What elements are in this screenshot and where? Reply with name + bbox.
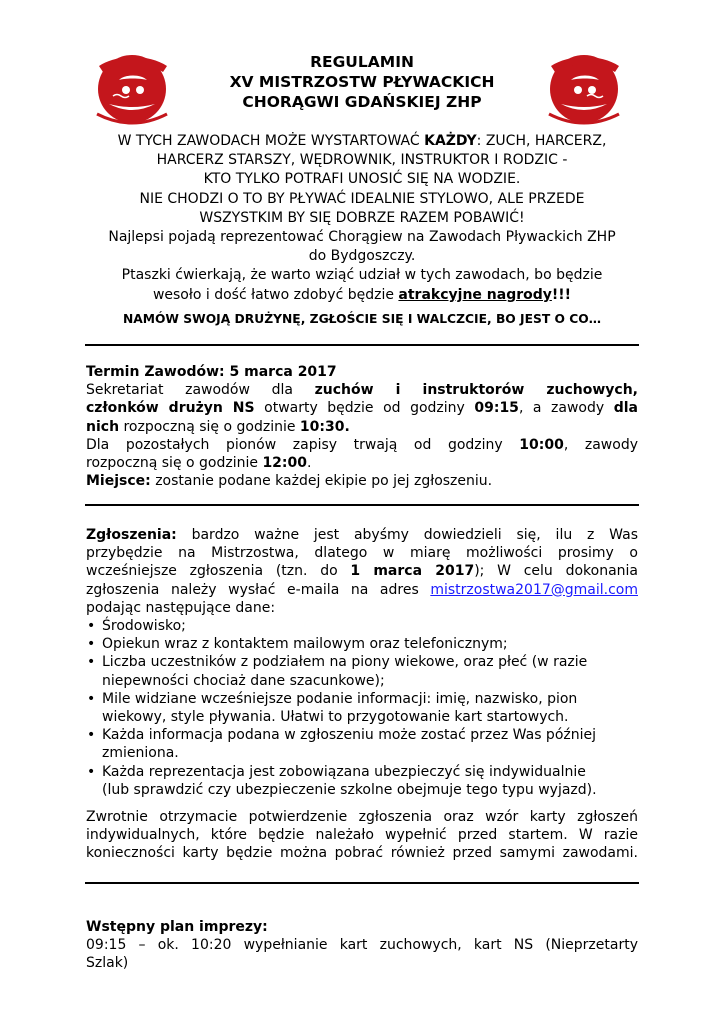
list-item-text: (lub sprawdzić czy ubezpieczenie szkolne obejmuje tego typu wyjazd). (102, 781, 597, 798)
email-link[interactable]: mistrzostwa2017@gmail.com (430, 581, 638, 598)
requirements-list (86, 617, 638, 799)
emphasis: członków drużyn NS (86, 400, 255, 417)
intro-line: WSZYSTKIM BY SIĘ DOBRZE RAZEM POBAWIĆ! (199, 209, 525, 226)
list-item (86, 635, 638, 653)
text: , zawody (563, 436, 638, 453)
divider (85, 504, 639, 506)
intro-line: Najlepsi pojadą reprezentować Chorągiew na Zawodach Pływackich ZHP (108, 229, 616, 246)
confirmation-paragraph (86, 808, 638, 863)
title-line: REGULAMIN (310, 53, 414, 71)
intro-block (80, 132, 644, 305)
text-line: konieczności karty będzie można pobrać również przed samymi zawodami. (86, 845, 638, 862)
intro-line (80, 286, 644, 305)
list-item-text: niepewności chociaż dane szacunkowe); (102, 672, 385, 689)
list-item-text: • Mile widziane wcześniejsze podanie informacji: imię, nazwisko, pion (102, 690, 578, 707)
text: Sekretariat zawodów dla (86, 382, 315, 399)
text-line: przybędzie na Mistrzostwa, dlatego w miarę możliwości prosimy o (86, 545, 638, 562)
text-line (86, 526, 638, 544)
intro-line: KTO TYLKO POTRAFI UNOSIĆ SIĘ NA WODZIE. (203, 171, 521, 188)
text-line (86, 381, 638, 399)
list-item (86, 617, 638, 635)
text-line (86, 436, 638, 454)
title-line: XV MISTRZOSTW PŁYWACKICH (229, 73, 495, 91)
text: bardzo ważne jest abyśmy dowiedzieli się, ilu z Was (176, 527, 638, 543)
text: wcześniejsze zgłoszenia (tzn. do (86, 563, 351, 580)
emphasis: 10:30. (299, 418, 350, 435)
text-line: 09:15 – ok. 10:20 wypełnianie kart zuchowych, kart NS (Nieprzetarty (86, 937, 638, 954)
section-heading: Termin Zawodów: 5 marca 2017 (86, 364, 337, 380)
prizes-emphasis: atrakcyjne nagrody (398, 286, 552, 303)
emphasis: nich (86, 418, 120, 435)
emphasis: dla (613, 400, 638, 417)
text: ); W celu dokonania (474, 563, 638, 580)
emphasis: 1 marca 2017 (350, 563, 475, 580)
emphasis: 12:00 (262, 455, 308, 472)
text: zgłoszenia należy wysłać e-maila na adres (86, 581, 431, 598)
intro-text: W TYCH ZAWODACH MOŻE WYSTARTOWAĆ (117, 133, 425, 149)
text-line: Szlak) (86, 955, 129, 972)
text-line: podając następujące dane: (86, 599, 276, 616)
text-line (86, 418, 638, 436)
zgloszenia-section (86, 526, 638, 799)
intro-line: HARCERZ STARSZY, WĘDROWNIK, INSTRUKTOR I RODZIC - (156, 152, 568, 169)
divider (85, 882, 639, 884)
emphasis: zuchów i instruktorów zuchowych, (314, 382, 638, 399)
intro-line: Ptaszki ćwierkają, że warto wziąć udział w tych zawodach, bo będzie (121, 267, 603, 284)
page-title (160, 52, 564, 112)
text-line (86, 581, 638, 599)
text: Dla pozostałych pionów zapisy trwają od godziny (86, 436, 520, 453)
text: , a zawody (518, 400, 614, 417)
text: rozpoczną się o godzinie (119, 418, 300, 435)
list-item-text: zmieniona. (102, 745, 179, 762)
intro-text: !!! (551, 286, 572, 303)
slogan: NAMÓW SWOJĄ DRUŻYNĘ, ZGŁOŚCIE SIĘ I WALCZCIE, BO JEST O CO… (122, 312, 602, 326)
text: otwarty będzie od godziny (254, 400, 475, 417)
text-line (86, 454, 638, 472)
plan-section (86, 918, 638, 973)
list-item-text: • Każda informacja podana w zgłoszeniu może zostać przez Was później (102, 727, 596, 744)
intro-line (80, 132, 644, 151)
section-heading: Wstępny plan imprezy: (86, 919, 268, 935)
text: rozpoczną się o godzinie (86, 455, 263, 472)
divider (85, 344, 639, 346)
list-item (86, 653, 638, 689)
text-line: Zwrotnie otrzymacie potwierdzenie zgłoszenia oraz wzór karty zgłoszeń (86, 809, 638, 825)
text-line: indywidualnych, które będzie należało wypełnić przed startem. W razie (86, 827, 638, 844)
list-item-text: • Środowisko; (102, 618, 186, 635)
termin-section (86, 363, 638, 490)
intro-emphasis: KAŻDY (424, 133, 477, 149)
text: . (307, 455, 312, 472)
list-item (86, 763, 638, 799)
section-heading: Zgłoszenia: (86, 527, 177, 543)
text-line (86, 399, 638, 417)
emphasis: 09:15 (474, 400, 519, 417)
text-line (86, 562, 638, 580)
list-item-text: • Opiekun wraz z kontaktem mailowym oraz telefonicznym; (102, 636, 508, 653)
emphasis: Miejsce: (86, 473, 151, 490)
text: zostanie podane każdej ekipie po jej zgłoszeniu. (150, 473, 493, 490)
list-item-text: • Każda reprezentacja jest zobowiązana ubezpieczyć się indywidualnie (102, 763, 586, 780)
emphasis: 10:00 (519, 436, 564, 453)
list-item (86, 726, 638, 762)
title-line: CHORĄGWI GDAŃSKIEJ ZHP (242, 93, 482, 111)
intro-text: : ZUCH, HARCERZ, (476, 133, 607, 149)
list-item-text: • Liczba uczestników z podziałem na piony wiekowe, oraz płeć (w razie (102, 654, 588, 671)
text-line (86, 472, 638, 490)
list-item (86, 690, 638, 726)
intro-line: NIE CHODZI O TO BY PŁYWAĆ IDEALNIE STYLOWO, ALE PRZEDE (139, 190, 585, 207)
list-item-text: wiekowy, style pływania. Ułatwi to przygotowanie kart startowych. (102, 709, 569, 726)
intro-line: do Bydgoszczy. (308, 248, 416, 265)
intro-text: wesoło i dość łatwo zdobyć będzie (152, 286, 399, 303)
